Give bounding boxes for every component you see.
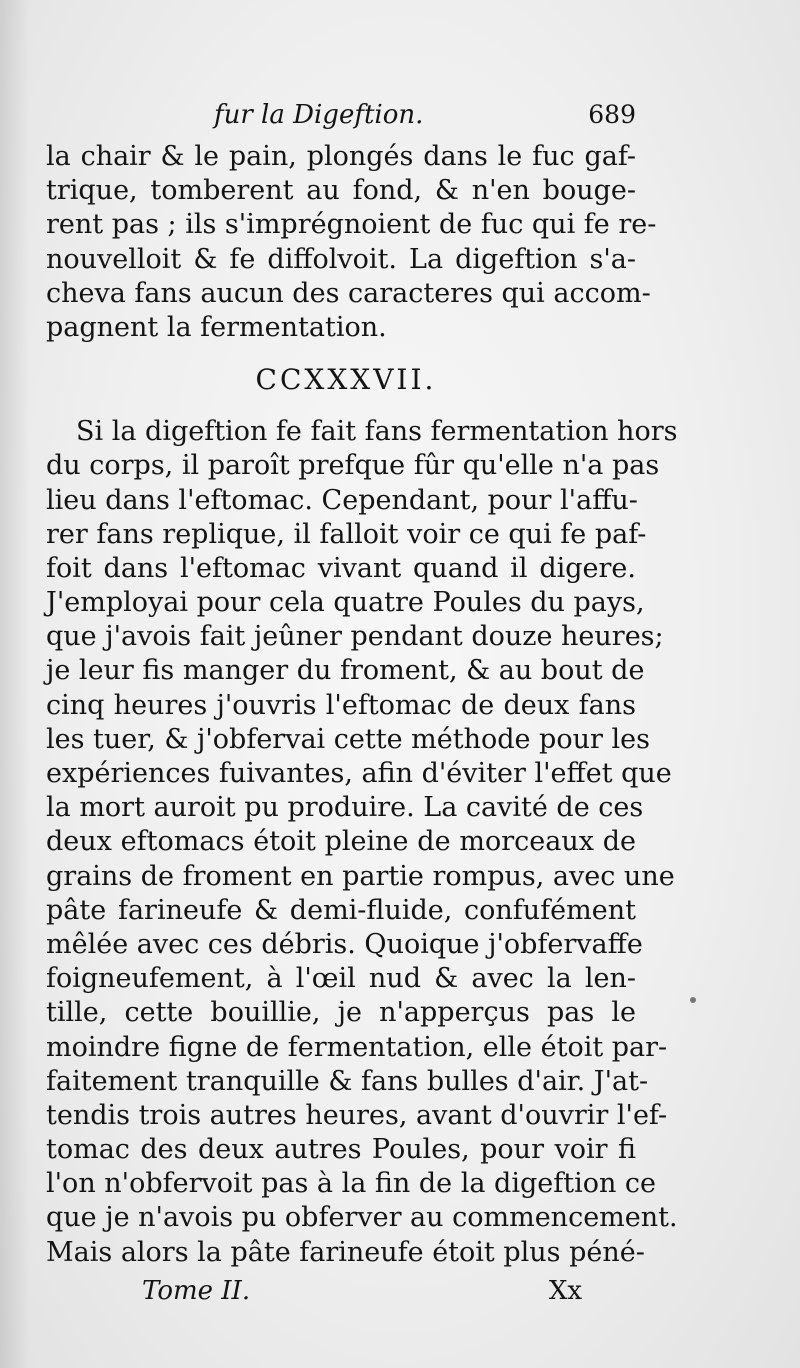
text-line: grains de froment en partie rompus, avec une — [46, 860, 675, 892]
text-line: foigneufement, à l'œil nud & avec la len- — [46, 963, 636, 995]
text-line: pâte farineufe & demi-fluide, confufément — [46, 894, 636, 926]
text-line: nouvelloit & fe diffolvoit. La digeftion s'a- — [46, 243, 636, 275]
text-line: cheva fans aucun des caracteres qui accom- — [46, 277, 651, 309]
page-edge-shadow — [0, 0, 30, 1368]
running-title: fur la Digeftion. — [214, 100, 424, 130]
text-line: lieu dans l'eftomac. Cependant, pour l'affu- — [46, 484, 638, 516]
text-line: la mort auroit pu produire. La cavité de ces — [46, 792, 644, 824]
text-line: rent pas ; ils s'imprégnoient de fuc qui fe re- — [46, 209, 657, 241]
text-line: rer fans replique, il falloit voir ce qui fe paf- — [46, 518, 647, 550]
text-line: que je n'avois pu obferver au commencement. — [46, 1202, 678, 1234]
text-line: faitement tranquille & fans bulles d'air. J'at- — [46, 1065, 649, 1097]
volume-label: Tome II. — [142, 1275, 251, 1306]
text-line: trique, tomberent au fond, & n'en bouge- — [46, 175, 636, 207]
signature-mark: Xx — [548, 1275, 582, 1306]
text-line: cinq heures j'ouvris l'eftomac de deux fans — [46, 689, 636, 721]
text-line: la chair & le pain, plongés dans le fuc gaf- — [46, 141, 636, 172]
page-number: 689 — [588, 100, 636, 129]
text-line: expériences fuivantes, afin d'éviter l'effet que — [46, 758, 672, 789]
text-line: Mais alors la pâte farineufe étoit plus péné- — [46, 1236, 645, 1268]
text-line: tendis trois autres heures, avant d'ouvrir l'ef- — [46, 1099, 668, 1131]
text-line: tille, cette bouillie, je n'apperçus pas le — [46, 997, 636, 1029]
text-line: du corps, il paroît prefque fûr qu'elle n'a pas — [46, 450, 660, 482]
text-line: l'on n'obfervoit pas à la fin de la digeftion ce — [46, 1168, 657, 1200]
text-block — [46, 98, 678, 1314]
text-line: que j'avois fait jeûner pendant douze heures; — [46, 621, 664, 653]
section-heading: CCXXXVII. — [255, 363, 437, 397]
running-header — [46, 98, 636, 140]
text-line: moindre figne de fermentation, elle étoit par- — [46, 1031, 668, 1063]
page-footer — [46, 1274, 636, 1314]
text-line: je leur fis manger du froment, & au bout de — [46, 655, 645, 687]
text-line: Si la digeftion fe fait fans fermentation hors — [76, 416, 678, 448]
text-line: deux eftomacs étoit pleine de morceaux de — [46, 826, 636, 858]
paragraph-1 — [46, 140, 657, 345]
text-line: tomac des deux autres Poules, pour voir fi — [46, 1134, 636, 1166]
text-line: pagnent la fermentation. — [46, 311, 387, 343]
text-line: mêlée avec ces débris. Quoique j'obfervaffe — [46, 928, 643, 960]
text-line: les tuer, & j'obfervai cette méthode pour les — [46, 723, 650, 755]
text-line: foit dans l'eftomac vivant quand il digere. — [46, 552, 636, 584]
ink-spot — [690, 997, 696, 1003]
text-line: J'employai pour cela quatre Poules du pays, — [46, 587, 645, 619]
paragraph-2 — [46, 415, 678, 1270]
